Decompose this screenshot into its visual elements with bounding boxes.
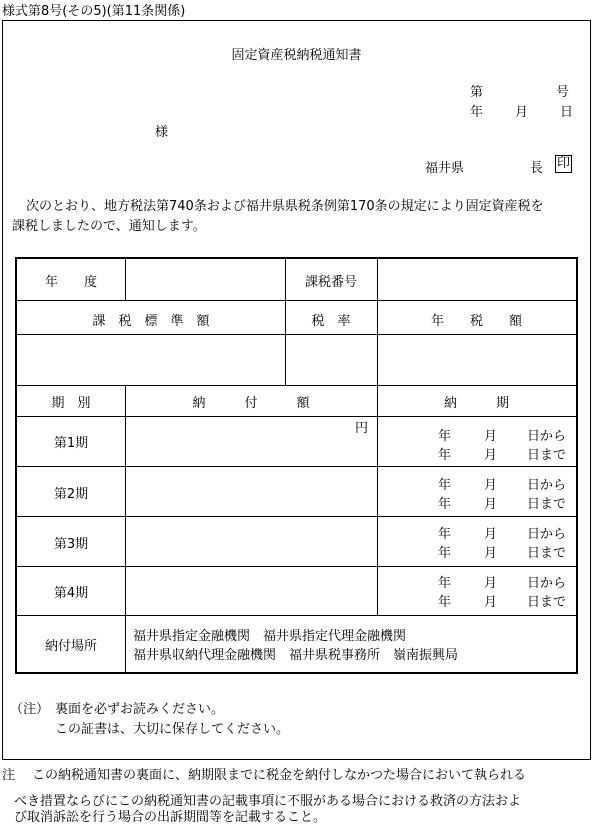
from-year: 年 [438, 527, 452, 542]
to-year: 年 [438, 595, 452, 610]
row-line [17, 334, 576, 335]
from-year: 年 [438, 429, 452, 444]
to-month: 月 [484, 448, 498, 463]
col-line [377, 385, 378, 615]
footnote-line-1: この納税通知書の裏面に、納期限までに税金を納付しなかつた場合において執られる [32, 768, 527, 783]
due-header: 納 期 [443, 396, 509, 411]
body-line-1: 次のとおり、地方税法第740条および福井県県税条例第170条の規定により固定資産税を [26, 199, 544, 214]
from-year: 年 [438, 576, 452, 591]
to-month: 月 [484, 497, 498, 512]
payment-place-line-1: 福井県指定金融機関 福井県指定代理金融機関 [133, 629, 407, 644]
document-title: 固定資産税納税通知書 [231, 48, 362, 63]
number-prefix: 第 [470, 85, 484, 100]
to-day: 日まで [527, 448, 567, 463]
from-month: 月 [484, 429, 498, 444]
yen-unit: 円 [355, 421, 369, 436]
body-line-2: 課税しましたので、通知します。 [12, 219, 206, 234]
to-day: 日まで [527, 595, 567, 610]
installment-label: 第3期 [53, 537, 89, 552]
from-month: 月 [484, 527, 498, 542]
standard-amount-header: 課 税 標 準 額 [92, 314, 210, 329]
row-line [17, 385, 576, 386]
from-month: 月 [484, 478, 498, 493]
issuer-title: 長 [530, 161, 544, 176]
issuer-prefecture: 福井県 [425, 161, 465, 176]
to-day: 日まで [527, 497, 567, 512]
inner-note-line-1: 裏面を必ずお読みください。 [55, 702, 225, 717]
from-month: 月 [484, 576, 498, 591]
inner-note-line-2: この証書は、大切に保存してください。 [55, 722, 290, 737]
date-year: 年 [470, 105, 484, 120]
date-day: 日 [560, 105, 574, 120]
to-year: 年 [438, 448, 452, 463]
to-month: 月 [484, 546, 498, 561]
number-suffix: 号 [556, 85, 570, 100]
row-line [17, 516, 576, 517]
seal-mark: 印 [557, 156, 571, 171]
from-day: 日から [527, 527, 567, 542]
row-line [17, 566, 576, 567]
from-day: 日から [527, 576, 567, 591]
payment-place-label: 納付場所 [44, 639, 97, 654]
seal-box-wrap [555, 155, 572, 173]
installment-label: 第1期 [53, 436, 89, 451]
rate-header: 税 率 [311, 314, 351, 329]
footnote-line-3: び取消訴訟を行う場合の出訴期間等を記載すること。 [14, 810, 327, 825]
row-line [17, 466, 576, 467]
inner-note-mark: （注） [10, 702, 50, 717]
date-month: 月 [515, 105, 529, 120]
installment-label: 第2期 [53, 487, 89, 502]
col-line [125, 385, 126, 672]
to-year: 年 [438, 497, 452, 512]
row-line [17, 300, 576, 301]
footnote-line-2: べき措置ならびにこの納税通知書の記載事項に不服がある場合における救済の方法およ [14, 794, 522, 809]
to-month: 月 [484, 595, 498, 610]
annual-tax-header: 年 税 額 [430, 314, 522, 329]
payment-amount-header: 納 付 額 [192, 396, 310, 411]
from-year: 年 [438, 478, 452, 493]
period-header: 期 別 [51, 396, 91, 411]
col-line [125, 259, 126, 300]
installment-label: 第4期 [53, 586, 89, 601]
form-label: 様式第8号(その5)(第11条関係) [2, 4, 186, 19]
row-line [17, 615, 576, 616]
from-day: 日から [527, 429, 567, 444]
tax-number-label: 課税番号 [304, 275, 357, 290]
footnote-mark: 注 [2, 768, 16, 783]
to-day: 日まで [527, 546, 567, 561]
row-line [17, 416, 576, 417]
to-year: 年 [438, 546, 452, 561]
payment-place-line-2: 福井県収納代理金融機関 福井県税事務所 嶺南振興局 [133, 648, 459, 663]
addressee-suffix: 様 [155, 125, 169, 140]
year-label: 年 度 [44, 275, 97, 290]
from-day: 日から [527, 478, 567, 493]
